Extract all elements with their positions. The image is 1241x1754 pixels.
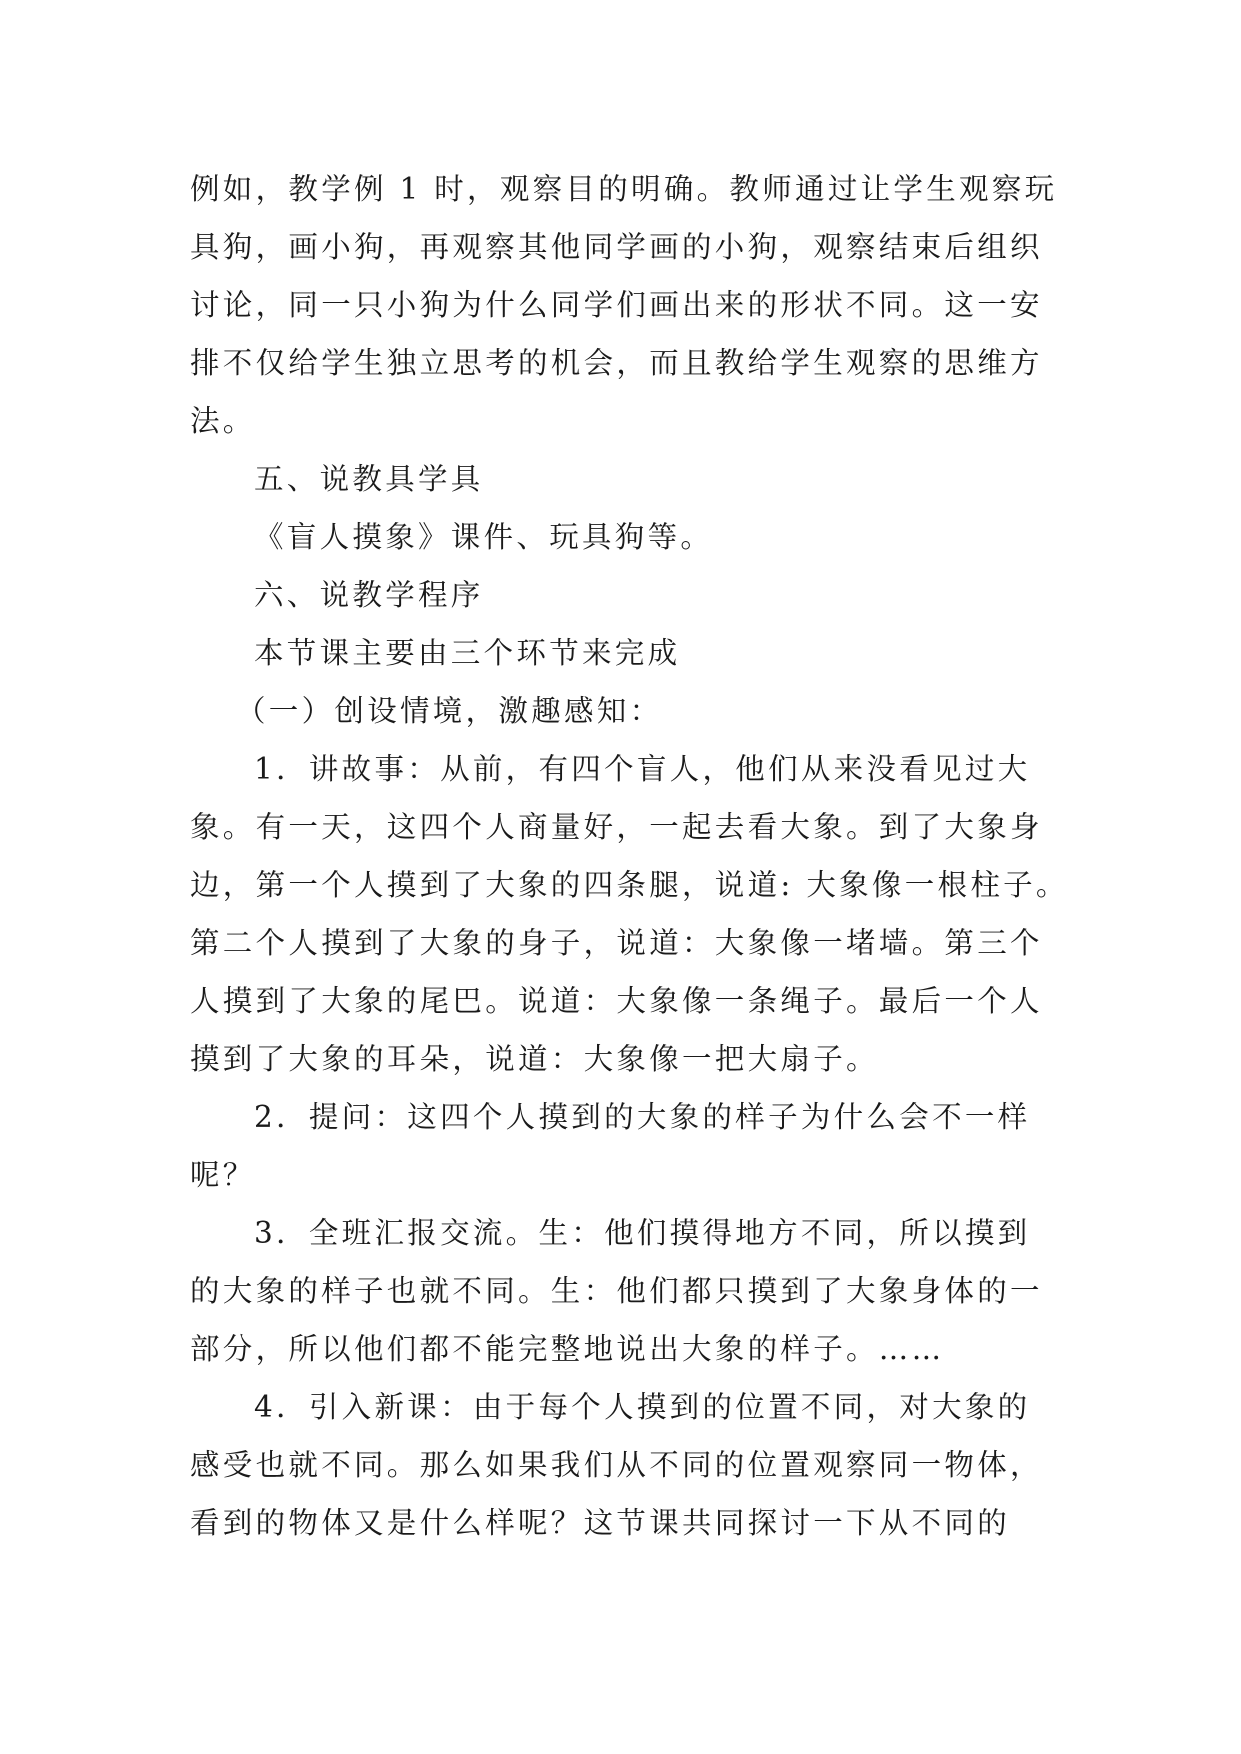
paragraph-step-2 <box>190 1088 1052 1204</box>
text-line: 看到的物体又是什么样呢？这节课共同探讨一下从不同的 <box>190 1506 1011 1540</box>
text-line: 3．全班汇报交流。生：他们摸得地方不同，所以摸到 <box>254 1216 1031 1250</box>
text-line: 部分，所以他们都不能完整地说出大象的样子。…… <box>190 1332 945 1366</box>
text-line: 边，第一个人摸到了大象的四条腿，说道: 大象像一根柱子。 <box>190 868 1069 902</box>
text-line: 1．讲故事：从前，有四个盲人，他们从来没看见过大 <box>254 752 1031 786</box>
subheading-part-1 <box>190 682 1052 740</box>
paragraph-example <box>190 160 1058 450</box>
paragraph-step-4 <box>190 1378 1052 1552</box>
text-line: 具狗，画小狗，再观察其他同学画的小狗，观察结束后组织 <box>190 230 1043 264</box>
text-line: 2．提问：这四个人摸到的大象的样子为什么会不一样 <box>254 1100 1031 1134</box>
text-line: 第二个人摸到了大象的身子，说道：大象像一堵墙。第三个 <box>190 926 1043 960</box>
paragraph-step-3 <box>190 1204 1052 1378</box>
text-line: 《盲人摸象》课件、玩具狗等。 <box>254 520 714 554</box>
heading-text: 六、说教学程序 <box>254 578 484 612</box>
text-line: 讨论，同一只小狗为什么同学们画出来的形状不同。这一安 <box>190 288 1043 322</box>
text-line: 摸到了大象的耳朵，说道：大象像一把大扇子。 <box>190 1042 879 1076</box>
text-line: 本节课主要由三个环节来完成 <box>254 636 681 670</box>
text-line: 例如，教学例 1 时，观察目的明确。教师通过让学生观察玩 <box>190 172 1058 206</box>
text-line: 象。有一天，这四个人商量好，一起去看大象。到了大象身 <box>190 810 1043 844</box>
paragraph-three-parts <box>190 624 1052 682</box>
document-body <box>190 160 1069 1552</box>
text-line: 排不仅给学生独立思考的机会，而且教给学生观察的思维方 <box>190 346 1043 380</box>
section-heading-6 <box>190 566 1052 624</box>
section-heading-5 <box>190 450 1052 508</box>
subheading-text: （一）创设情境，激趣感知： <box>236 694 663 728</box>
text-line: 4．引入新课：由于每个人摸到的位置不同，对大象的 <box>254 1390 1031 1424</box>
heading-text: 五、说教具学具 <box>254 462 484 496</box>
paragraph-step-1 <box>190 740 1069 1088</box>
text-line: 感受也就不同。那么如果我们从不同的位置观察同一物体， <box>190 1448 1043 1482</box>
text-line: 人摸到了大象的尾巴。说道：大象像一条绳子。最后一个人 <box>190 984 1043 1018</box>
text-line: 法。 <box>190 404 256 438</box>
text-line: 呢？ <box>190 1158 256 1192</box>
paragraph-tools <box>190 508 1052 566</box>
text-line: 的大象的样子也就不同。生：他们都只摸到了大象身体的一 <box>190 1274 1043 1308</box>
